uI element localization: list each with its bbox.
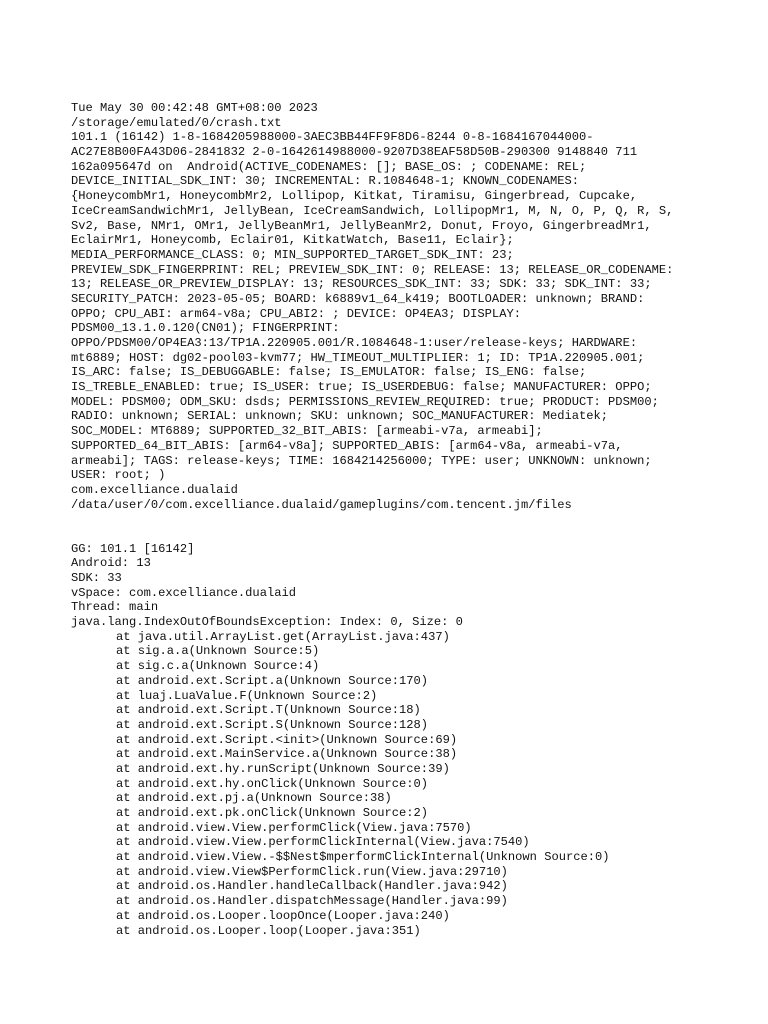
build-info-line: PDSM00_13.1.0.120(CN01); FINGERPRINT:: [71, 321, 340, 336]
stack-frame: at android.ext.pk.onClick(Unknown Source:2): [116, 806, 429, 820]
crash-log-document: [71, 101, 761, 938]
stack-frame: at android.os.Looper.loopOnce(Looper.java:240): [116, 908, 450, 923]
build-info-line: MODEL: PDSM00; ODM_SKU: dsds; PERMISSIONS_REVIEW_REQUIRED: true; PRODUCT: PDSM00;: [71, 394, 659, 409]
stack-frame: at android.ext.Script.T(Unknown Source:18): [116, 703, 421, 718]
build-info-line: IS_ARC: false; IS_DEBUGGABLE: false; IS_EMULATOR: false; IS_ENG: false;: [71, 365, 587, 380]
vspace-package: vSpace: com.excelliance.dualaid: [71, 585, 296, 600]
exception-message: java.lang.IndexOutOfBoundsException: Index: 0, Size: 0: [71, 615, 463, 630]
build-info-line: PREVIEW_SDK_FINGERPRINT: REL; PREVIEW_SDK_INT: 0; RELEASE: 13; RELEASE_OR_CODENAME:: [71, 262, 674, 277]
build-info-line: mt6889; HOST: dg02-pool03-kvm77; HW_TIMEOUT_MULTIPLIER: 1; ID: TP1A.220905.001;: [71, 350, 645, 365]
build-info-line: AC27E8B00FA43D06-2841832 2-0-1642614988000-9207D38EAF58D50B-290300 9148840 711: [71, 145, 638, 160]
stack-frame: at android.ext.Script.a(Unknown Source:170): [116, 673, 429, 688]
stack-frame: at android.os.Handler.handleCallback(Handler.java:942): [116, 879, 508, 894]
stack-frame: at android.os.Looper.loop(Looper.java:351): [116, 923, 421, 938]
spacer: [71, 527, 761, 542]
build-info-line: MEDIA_PERFORMANCE_CLASS: 0; MIN_SUPPORTED_TARGET_SDK_INT: 23;: [71, 247, 514, 262]
package-name: com.excelliance.dualaid: [71, 482, 238, 497]
stack-frame: at android.ext.MainService.a(Unknown Source:38): [116, 747, 458, 762]
build-info-line: {HoneycombMr1, HoneycombMr2, Lollipop, Kitkat, Tiramisu, Gingerbread, Cupcake,: [71, 189, 638, 204]
build-info-line: armeabi]; TAGS: release-keys; TIME: 1684214256000; TYPE: user; UNKNOWN: unknown;: [71, 453, 652, 468]
crash-file-path: /storage/emulated/0/crash.txt: [71, 115, 282, 130]
stack-frame: at android.ext.Script.S(Unknown Source:128): [116, 717, 429, 732]
build-info-line: SECURITY_PATCH: 2023-05-05; BOARD: k6889v1_64_k419; BOOTLOADER: unknown; BRAND:: [71, 291, 645, 306]
build-info-line: EclairMr1, Honeycomb, Eclair01, KitkatWatch, Base11, Eclair};: [71, 233, 514, 248]
stack-frame: at android.view.View.performClickInternal(View.java:7540): [116, 835, 530, 850]
stack-frame: at android.ext.Script.<init>(Unknown Source:69): [116, 732, 458, 747]
build-info-line: RADIO: unknown; SERIAL: unknown; SKU: unknown; SOC_MANUFACTURER: Mediatek;: [71, 409, 609, 424]
stack-frame: at android.ext.hy.onClick(Unknown Source:0): [116, 776, 429, 791]
build-info-line: 101.1 (16142) 1-8-1684205988000-3AEC3BB44FF9F8D6-8244 0-8-1684167044000-: [71, 130, 594, 145]
stack-frame: at android.view.View.-$$Nest$mperformClickInternal(Unknown Source:0): [116, 850, 610, 865]
crash-summary: [71, 542, 761, 615]
build-info-line: 162a095647d on Android(ACTIVE_CODENAMES: []; BASE_OS: ; CODENAME: REL;: [71, 159, 587, 174]
build-info-line: IS_TREBLE_ENABLED: true; IS_USER: true; IS_USERDEBUG: false; MANUFACTURER: OPPO;: [71, 380, 652, 395]
stack-frame: at android.view.View.performClick(View.java:7570): [116, 820, 472, 835]
stack-frame: at android.ext.hy.runScript(Unknown Source:39): [116, 761, 450, 776]
stack-frame: at android.os.Handler.dispatchMessage(Handler.java:99): [116, 894, 508, 909]
build-info-line: SOC_MODEL: MT6889; SUPPORTED_32_BIT_ABIS: [armeabi-v7a, armeabi];: [71, 424, 543, 439]
stack-frame: at android.view.View$PerformClick.run(View.java:29710): [116, 864, 508, 879]
spacer: [71, 512, 761, 527]
stack-frame: at sig.a.a(Unknown Source:5): [116, 644, 320, 659]
build-info-line: OPPO/PDSM00/OP4EA3:13/TP1A.220905.001/R.1084648-1:user/release-keys; HARDWARE:: [71, 336, 638, 350]
stack-frame: at sig.c.a(Unknown Source:4): [116, 659, 320, 674]
files-path: /data/user/0/com.excelliance.dualaid/gameplugins/com.tencent.jm/files: [71, 497, 572, 512]
stack-frame: at luaj.LuaValue.F(Unknown Source:2): [116, 688, 378, 703]
crash-timestamp: Tue May 30 00:42:48 GMT+08:00 2023: [71, 101, 318, 115]
android-version: Android: 13: [71, 556, 151, 571]
build-info-line: DEVICE_INITIAL_SDK_INT: 30; INCREMENTAL: R.1084648-1; KNOWN_CODENAMES:: [71, 174, 580, 189]
build-info-line: 13; RELEASE_OR_PREVIEW_DISPLAY: 13; RESOURCES_SDK_INT: 33; SDK: 33; SDK_INT: 33;: [71, 277, 652, 292]
build-info-line: SUPPORTED_64_BIT_ABIS: [arm64-v8a]; SUPPORTED_ABIS: [arm64-v8a, armeabi-v7a,: [71, 438, 623, 453]
thread-name: Thread: main: [71, 600, 159, 615]
build-info-block: [71, 130, 761, 483]
sdk-version: SDK: 33: [71, 571, 122, 585]
stack-frame: at android.ext.pj.a(Unknown Source:38): [116, 791, 392, 806]
build-info-line: Sv2, Base, NMr1, OMr1, JellyBeanMr1, JellyBeanMr2, Donut, Froyo, GingerbreadMr1,: [71, 218, 652, 233]
build-info-line: OPPO; CPU_ABI: arm64-v8a; CPU_ABI2: ; DEVICE: OP4EA3; DISPLAY:: [71, 306, 521, 321]
build-info-line: USER: root; ): [71, 468, 166, 483]
gg-version: GG: 101.1 [16142]: [71, 541, 195, 556]
build-info-line: IceCreamSandwichMr1, JellyBean, IceCreamSandwich, LollipopMr1, M, N, O, P, Q, R, S,: [71, 203, 674, 218]
stack-trace: [71, 630, 761, 938]
stack-frame: at java.util.ArrayList.get(ArrayList.java:437): [116, 629, 450, 644]
